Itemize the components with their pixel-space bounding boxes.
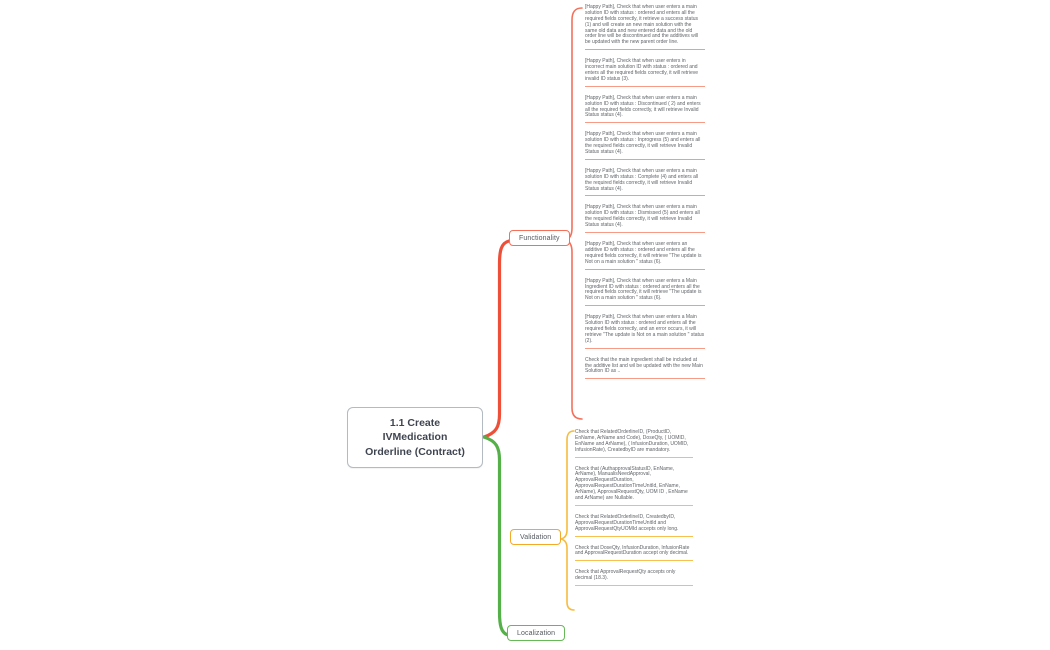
validation-rule-5[interactable]: Check that ApprovalRequestQty accepts only decimal (18.3). [575, 570, 693, 586]
branch-functionality[interactable]: Functionality [509, 230, 570, 246]
validation-items-column [575, 430, 693, 586]
validation-children-brace [561, 431, 574, 610]
validation-rule-1[interactable]: Check that RelatedOrderlineID, (ProductID, EnName, ArName and Code), DoseQty, ( UOMID, EnName and ArName), ( InfusionDuration, UOMID, InfusionRate), CreatedbyID are mandatory. [575, 430, 693, 458]
functionality-items-column [585, 5, 705, 379]
validation-rule-3[interactable]: Check that RelatedOrderlineID, CreatedbyID, ApprovalRequestDurationTimeUnitId and ApprovalRequestQtyUOMId accepts only long. [575, 515, 693, 537]
central-to-localization-brace [484, 437, 508, 635]
functionality-test-case-2[interactable]: [Happy Path], Check that when user enters in incorrect main solution ID with status : ordered and enters all the required fields correctly, it will retrieve invalid ID status (3). [585, 59, 705, 87]
central-topic[interactable]: 1.1 Create IVMedication Orderline (Contract) [347, 407, 483, 468]
functionality-test-case-8[interactable]: [Happy Path], Check that when user enters a Main Ingredient ID with status : ordered and enters all the required fields correctly, it will retrieve "The update is Not on a main solution " status (6). [585, 279, 705, 307]
functionality-test-case-1[interactable]: [Happy Path], Check that when user enters a main solution ID with status : ordered and enters all the required fields correctly, it retrieve a success status (1) and will create an new main solution with the same old data and new entered data and the old order line will be discontinued and the additives will be updated with the new parent order line. [585, 5, 705, 50]
functionality-test-case-4[interactable]: [Happy Path], Check that when user enters a main solution ID with status : Inprogress (5) and enters all the required fields correctly, it will retrieve Invalid Status status (4). [585, 132, 705, 160]
functionality-test-case-3[interactable]: [Happy Path], Check that when user enters a main solution ID with status : Discontinued ( 2) and enters all the required fields correctly, it will retrieve Invalid Status status (4). [585, 96, 705, 124]
validation-rule-2[interactable]: Check that (AuthapprovalStatusID, EnName, ArName), ManualisNeedApproval, ApprovalRequestDuration, ApprovalRequestDurationTimeUnitId, EnName, ArName), ApprovalRequestQty, UOM ID , EnName and ArName) are Nullable. [575, 467, 693, 506]
branch-validation[interactable]: Validation [510, 529, 561, 545]
functionality-test-case-10[interactable]: Check that the main ingredient shall be included at the additive list and wil be updated with the new Main Solution ID as .. [585, 358, 705, 380]
validation-rule-4[interactable]: Check that DoseQty, InfusionDuration, InfusionRate and ApprovalRequestDuration accept only decimal. [575, 546, 693, 562]
central-to-functionality-brace [484, 241, 509, 437]
functionality-children-brace [565, 8, 582, 419]
branch-localization[interactable]: Localization [507, 625, 565, 641]
functionality-test-case-5[interactable]: [Happy Path], Check that when user enters a main solution ID with status : Complete (4) and enters all the required fields correctly, it will retrieve Invalid Status status (4). [585, 169, 705, 197]
functionality-test-case-7[interactable]: [Happy Path], Check that when user enters an additive ID with status : ordered and enters all the required fields correctly, it will retrieve "The update is Not on a main solution " status (6). [585, 242, 705, 270]
functionality-test-case-9[interactable]: [Happy Path], Check that when user enters a Main Solution ID with status : ordered and enters all the required fields correctly, and an error occurs, it will retrieve "The update is Not on a main solution " status (2). [585, 315, 705, 348]
functionality-test-case-6[interactable]: [Happy Path], Check that when user enters a main solution ID with status : Dismissed (5) and enters all the required fields correctly, it will retrieve Invalid Status status (4). [585, 205, 705, 233]
